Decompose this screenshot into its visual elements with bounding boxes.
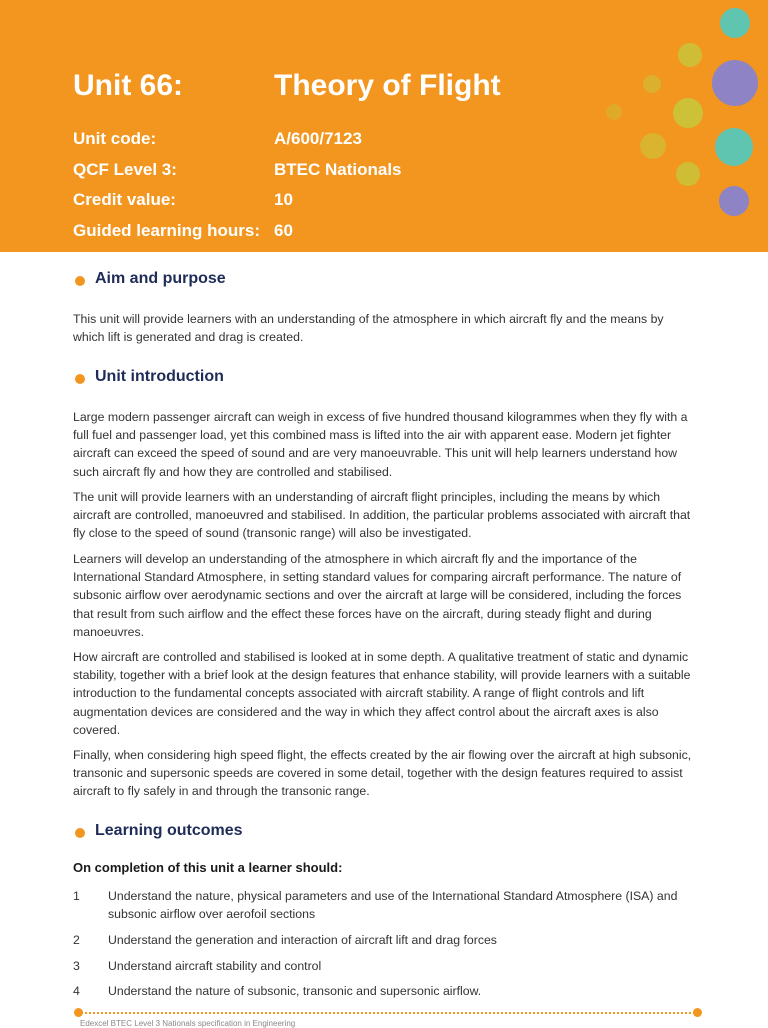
- decorative-dot: [719, 186, 749, 216]
- decorative-dot: [678, 43, 702, 67]
- outcomes-heading: [75, 822, 243, 840]
- meta-label: QCF Level 3:: [73, 160, 177, 179]
- introduction-paragraph-4: How aircraft are controlled and stabilised is looked at in some depth. A qualitative treatment of static and dynamic stability, together with a brief look at the design features that enhance stability, will provide learners with a suitable introduction to the fundamental concepts associated with aircraft stability. A range of flight controls and lift augmentation devices are considered and the way in which they affect control about the aircraft axes is also covered.: [73, 650, 691, 737]
- decorative-dot: [676, 162, 700, 186]
- bullet-icon: [75, 828, 85, 838]
- outcomes-heading-text: Learning outcomes: [95, 822, 243, 839]
- outcome-text: Understand aircraft stability and control: [108, 959, 322, 973]
- aim-heading: [75, 270, 226, 288]
- decorative-dot: [640, 133, 666, 159]
- decorative-dot: [673, 98, 703, 128]
- meta-value: BTEC Nationals: [274, 160, 402, 179]
- unit-header: [0, 0, 768, 252]
- outcome-text: Understand the nature, physical parameters and use of the International Standard Atmosphere (ISA) and subsonic airflow over aerofoil sections: [108, 889, 678, 921]
- bullet-icon: [75, 276, 85, 286]
- outcome-number: 2: [73, 933, 80, 947]
- outcome-number: 1: [73, 889, 80, 903]
- footer-text: Edexcel BTEC Level 3 Nationals specification in Engineering: [80, 1019, 296, 1028]
- introduction-paragraph-5: Finally, when considering high speed flight, the effects created by the air flowing over the aircraft at high subsonic, transonic and supersonic speeds are covered in some detail, together with the design features required to assist aircraft to fly safely in and through the transonic range.: [73, 748, 692, 799]
- introduction-paragraph-2: The unit will provide learners with an understanding of aircraft flight principles, including the means by which aircraft are controlled, manoeuvred and stabilised. In addition, the particular problems associated with aircraft that fly close to the speed of sound (transonic range) will also be investigated.: [73, 490, 691, 541]
- meta-label: Credit value:: [73, 190, 176, 209]
- outcome-text: Understand the nature of subsonic, transonic and supersonic airflow.: [108, 984, 482, 998]
- introduction-paragraph-1: Large modern passenger aircraft can weigh in excess of five hundred thousand kilogrammes when they fly with a full fuel and passenger load, yet this combined mass is lifted into the air with apparent ease. Modern jet fighter aircraft can exceed the speed of sound and are very manoeuvrable. This unit will help learners understand how such aircraft fly and how they are controlled and stabilised.: [73, 410, 688, 479]
- decorative-dot: [712, 60, 758, 106]
- meta-value: 10: [274, 190, 293, 209]
- meta-label: Guided learning hours:: [73, 221, 261, 240]
- bullet-icon: [75, 374, 85, 384]
- introduction-heading-text: Unit introduction: [95, 368, 224, 385]
- unit-number: Unit 66:: [73, 69, 184, 102]
- decorative-dot: [720, 8, 750, 38]
- footer-dot-right: [693, 1008, 702, 1017]
- aim-heading-text: Aim and purpose: [95, 270, 226, 287]
- decorative-dot: [715, 128, 753, 166]
- outcome-number: 4: [73, 984, 80, 998]
- aim-text: This unit will provide learners with an understanding of the atmosphere in which aircraft fly and the means by which lift is generated and drag is created.: [73, 312, 664, 345]
- outcome-number: 3: [73, 959, 80, 973]
- decorative-dot: [606, 104, 622, 120]
- outcomes-lead: On completion of this unit a learner should:: [73, 860, 343, 875]
- meta-value: A/600/7123: [274, 129, 362, 148]
- introduction-paragraph-3: Learners will develop an understanding of the atmosphere in which aircraft fly and the importance of the International Standard Atmosphere, in setting standard values for comparing aircraft performance. The nature of subsonic airflow over aerodynamic sections and over the aircraft at large will be considered, including the forces that result from such airflow and the effect these forces have on the aircraft, during steady flight and during manoeuvres.: [73, 552, 682, 639]
- meta-value: 60: [274, 221, 293, 240]
- footer-divider: [78, 1012, 698, 1014]
- decorative-dot: [643, 75, 661, 93]
- outcome-text: Understand the generation and interaction of aircraft lift and drag forces: [108, 933, 497, 947]
- introduction-heading: [75, 368, 224, 386]
- unit-title: Theory of Flight: [274, 69, 501, 102]
- meta-label: Unit code:: [73, 129, 157, 148]
